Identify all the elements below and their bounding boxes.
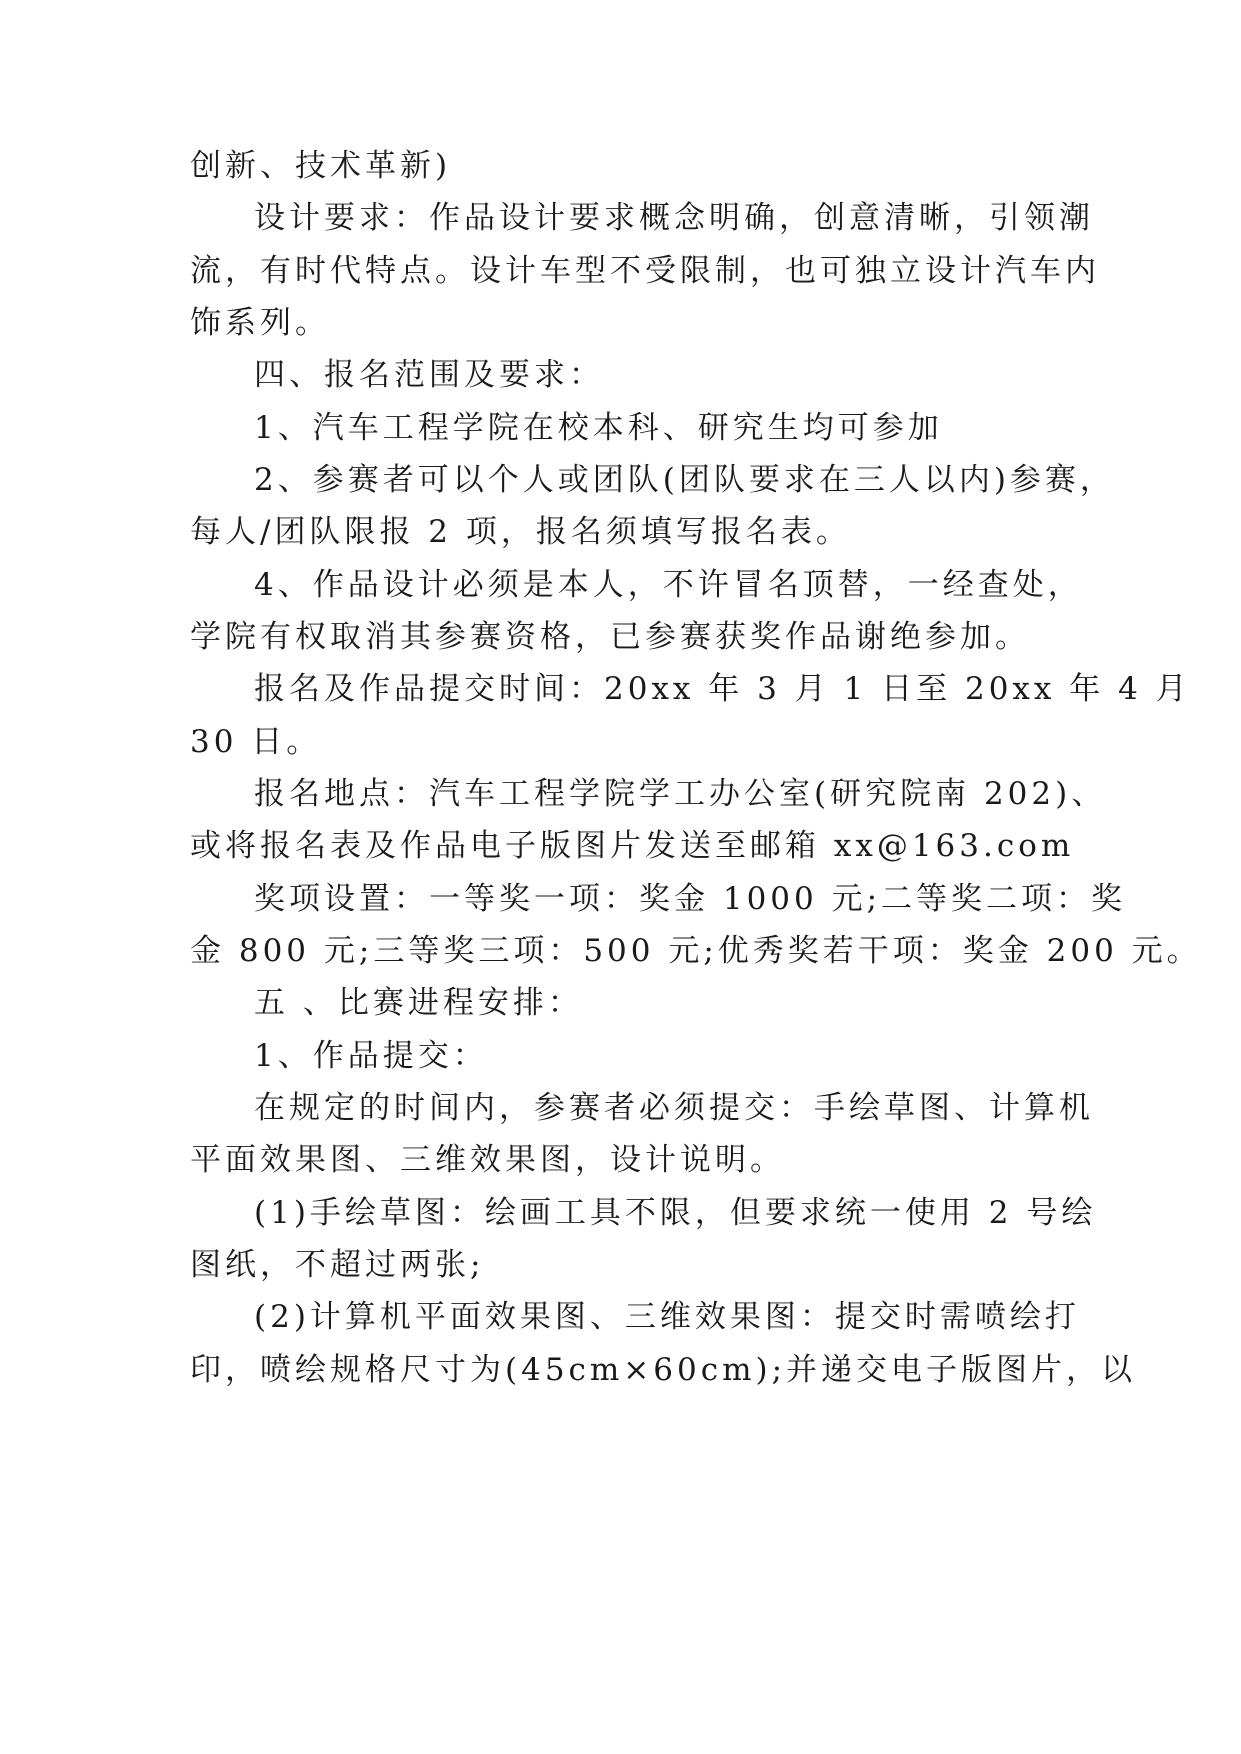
text-line: (2)计算机平面效果图、三维效果图：提交时需喷绘打 [254,1299,1080,1335]
section-heading: 四、报名范围及要求： [254,357,604,393]
text-line: 金 800 元;三等奖三项：500 元;优秀奖若干项：奖金 200 元。 [190,933,1202,969]
text-line: 图纸，不超过两张; [190,1247,485,1283]
text-line: 设计要求：作品设计要求概念明确，创意清晰，引领潮 [254,200,1094,236]
text-line: 流，有时代特点。设计车型不受限制，也可独立设计汽车内 [190,253,1100,289]
text-line: 奖项设置：一等奖一项：奖金 1000 元;二等奖二项：奖 [254,881,1127,917]
text-line: 学院有权取消其参赛资格，已参赛获奖作品谢绝参加。 [190,619,1030,655]
text-line: 饰系列。 [190,305,330,341]
text-line: 印，喷绘规格尺寸为(45cm×60cm);并递交电子版图片，以 [190,1352,1137,1388]
text-line: 在规定的时间内，参赛者必须提交：手绘草图、计算机 [254,1090,1094,1126]
text-line: 1、作品提交： [254,1038,488,1074]
text-line: 创新、技术革新) [190,148,452,184]
text-line: 1、汽车工程学院在校本科、研究生均可参加 [254,410,943,446]
text-line: (1)手绘草图：绘画工具不限，但要求统一使用 2 号绘 [254,1195,1097,1231]
text-line: 30 日。 [190,724,322,760]
text-line: 平面效果图、三维效果图，设计说明。 [190,1142,785,1178]
text-line: 每人/团队限报 2 项，报名须填写报名表。 [190,514,851,550]
text-line: 或将报名表及作品电子版图片发送至邮箱 xx@163.com [190,828,1075,864]
text-line: 报名及作品提交时间：20xx 年 3 月 1 日至 20xx 年 4 月 [254,671,1191,707]
text-line: 2、参赛者可以个人或团队(团队要求在三人以内)参赛， [254,462,1115,498]
text-line: 4、作品设计必须是本人，不许冒名顶替，一经查处， [254,567,1083,603]
section-heading: 五 、比赛进程安排： [254,985,583,1021]
text-line: 报名地点：汽车工程学院学工办公室(研究院南 202)、 [254,776,1107,812]
